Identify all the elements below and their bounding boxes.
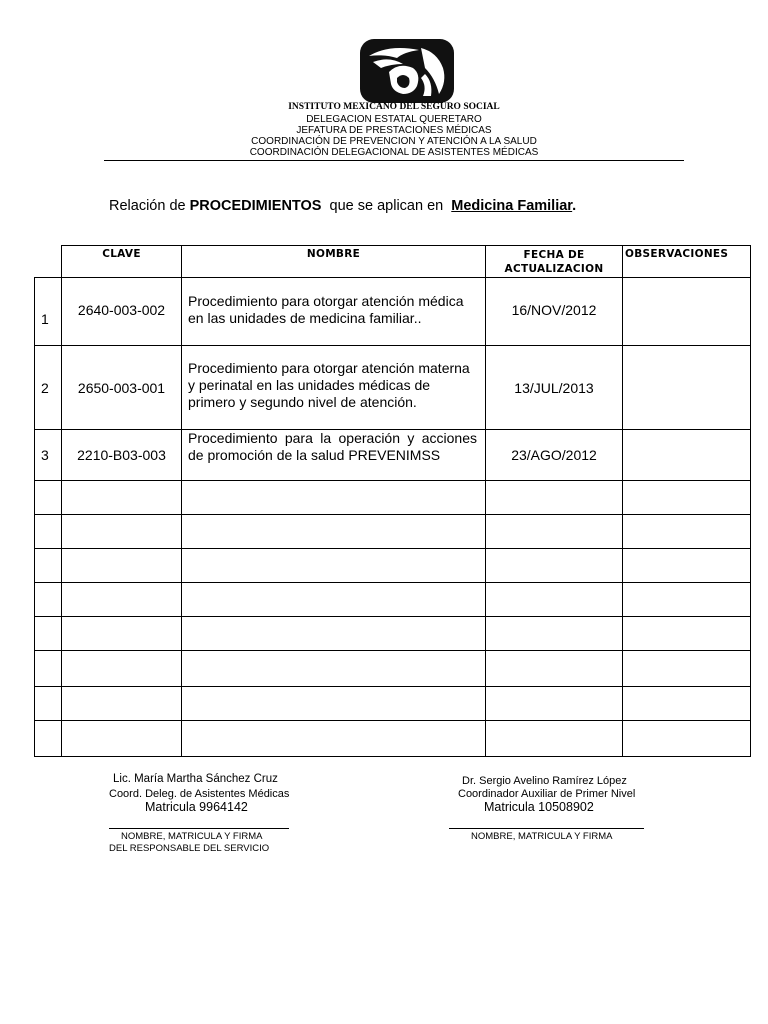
table-row <box>35 430 751 481</box>
empty-table-row <box>35 617 751 651</box>
empty-table-row <box>35 583 751 617</box>
subject-line <box>109 198 576 214</box>
left-signer-role: Coord. Deleg. de Asistentes Médicas <box>109 788 290 800</box>
row-fecha: 16/NOV/2012 <box>486 278 623 346</box>
row-number: 1 <box>35 278 62 346</box>
row-fecha: 13/JUL/2013 <box>486 346 623 430</box>
row-observaciones <box>623 430 751 481</box>
procedures-table <box>34 245 751 757</box>
empty-table-row <box>35 515 751 549</box>
left-signer-name: Lic. María Martha Sánchez Cruz <box>113 773 278 785</box>
row-nombre: Procedimiento para otorgar atención médica en las unidades de medicina familiar.. <box>182 278 486 346</box>
right-signer-matricula: Matricula 10508902 <box>484 800 594 814</box>
row-observaciones <box>623 278 751 346</box>
empty-table-row <box>35 651 751 687</box>
row-clave: 2640-003-002 <box>62 278 182 346</box>
row-clave: 2650-003-001 <box>62 346 182 430</box>
header-empty-cell <box>35 246 62 278</box>
right-signer-name: Dr. Sergio Avelino Ramírez López <box>462 775 627 787</box>
institute-name: INSTITUTO MEXICANO DEL SEGURO SOCIAL <box>288 102 500 112</box>
empty-table-row <box>35 687 751 721</box>
table-header-row <box>35 246 751 278</box>
row-fecha: 23/AGO/2012 <box>486 430 623 481</box>
header-fecha-line2: ACTUALIZACION <box>504 263 604 275</box>
table-row <box>35 346 751 430</box>
empty-table-row <box>35 549 751 583</box>
subject-bold: PROCEDIMIENTOS <box>189 198 322 214</box>
left-caption-2: DEL RESPONSABLE DEL SERVICIO <box>109 843 270 854</box>
left-signature-line <box>109 828 289 829</box>
row-nombre: Procedimiento para la operación y acciones de promoción de la salud PREVENIMSS <box>182 430 486 481</box>
subject-middle: que se aplican en <box>329 198 444 214</box>
header-line-coordinacion-prevencion: COORDINACIÓN DE PREVENCION Y ATENCIÓN A LA SALUD <box>251 136 537 147</box>
row-number: 3 <box>35 430 62 481</box>
right-caption-1: NOMBRE, MATRICULA Y FIRMA <box>471 831 613 842</box>
subject-suffix: . <box>572 198 577 214</box>
header-fecha <box>486 246 623 278</box>
header-nombre: NOMBRE <box>182 246 486 278</box>
header-observaciones: OBSERVACIONES <box>623 246 751 278</box>
left-caption-1: NOMBRE, MATRICULA Y FIRMA <box>121 831 263 842</box>
table-row <box>35 278 751 346</box>
subject-specialty: Medicina Familiar <box>451 198 573 214</box>
row-number: 2 <box>35 346 62 430</box>
header-clave: CLAVE <box>62 246 182 278</box>
header-line-coordinacion-asistentes: COORDINACIÓN DELEGACIONAL DE ASISTENTES MÉDICAS <box>249 147 539 158</box>
header-fecha-line1: FECHA DE <box>523 249 585 261</box>
row-observaciones <box>623 346 751 430</box>
imss-eagle-logo-icon <box>359 38 455 104</box>
right-signer-role: Coordinador Auxiliar de Primer Nivel <box>458 788 636 800</box>
header-line-jefatura: JEFATURA DE PRESTACIONES MÉDICAS <box>296 125 492 136</box>
header-line-delegacion: DELEGACION ESTATAL QUERETARO <box>306 114 482 125</box>
left-signer-matricula: Matricula 9964142 <box>145 800 248 814</box>
right-signature-line <box>449 828 644 829</box>
header-divider <box>104 160 684 161</box>
empty-table-row <box>35 721 751 757</box>
row-clave: 2210-B03-003 <box>62 430 182 481</box>
subject-prefix: Relación de <box>109 198 186 214</box>
row-nombre: Procedimiento para otorgar atención materna y perinatal en las unidades médicas de primero y segundo nivel de atención. <box>182 346 486 430</box>
empty-table-row <box>35 481 751 515</box>
